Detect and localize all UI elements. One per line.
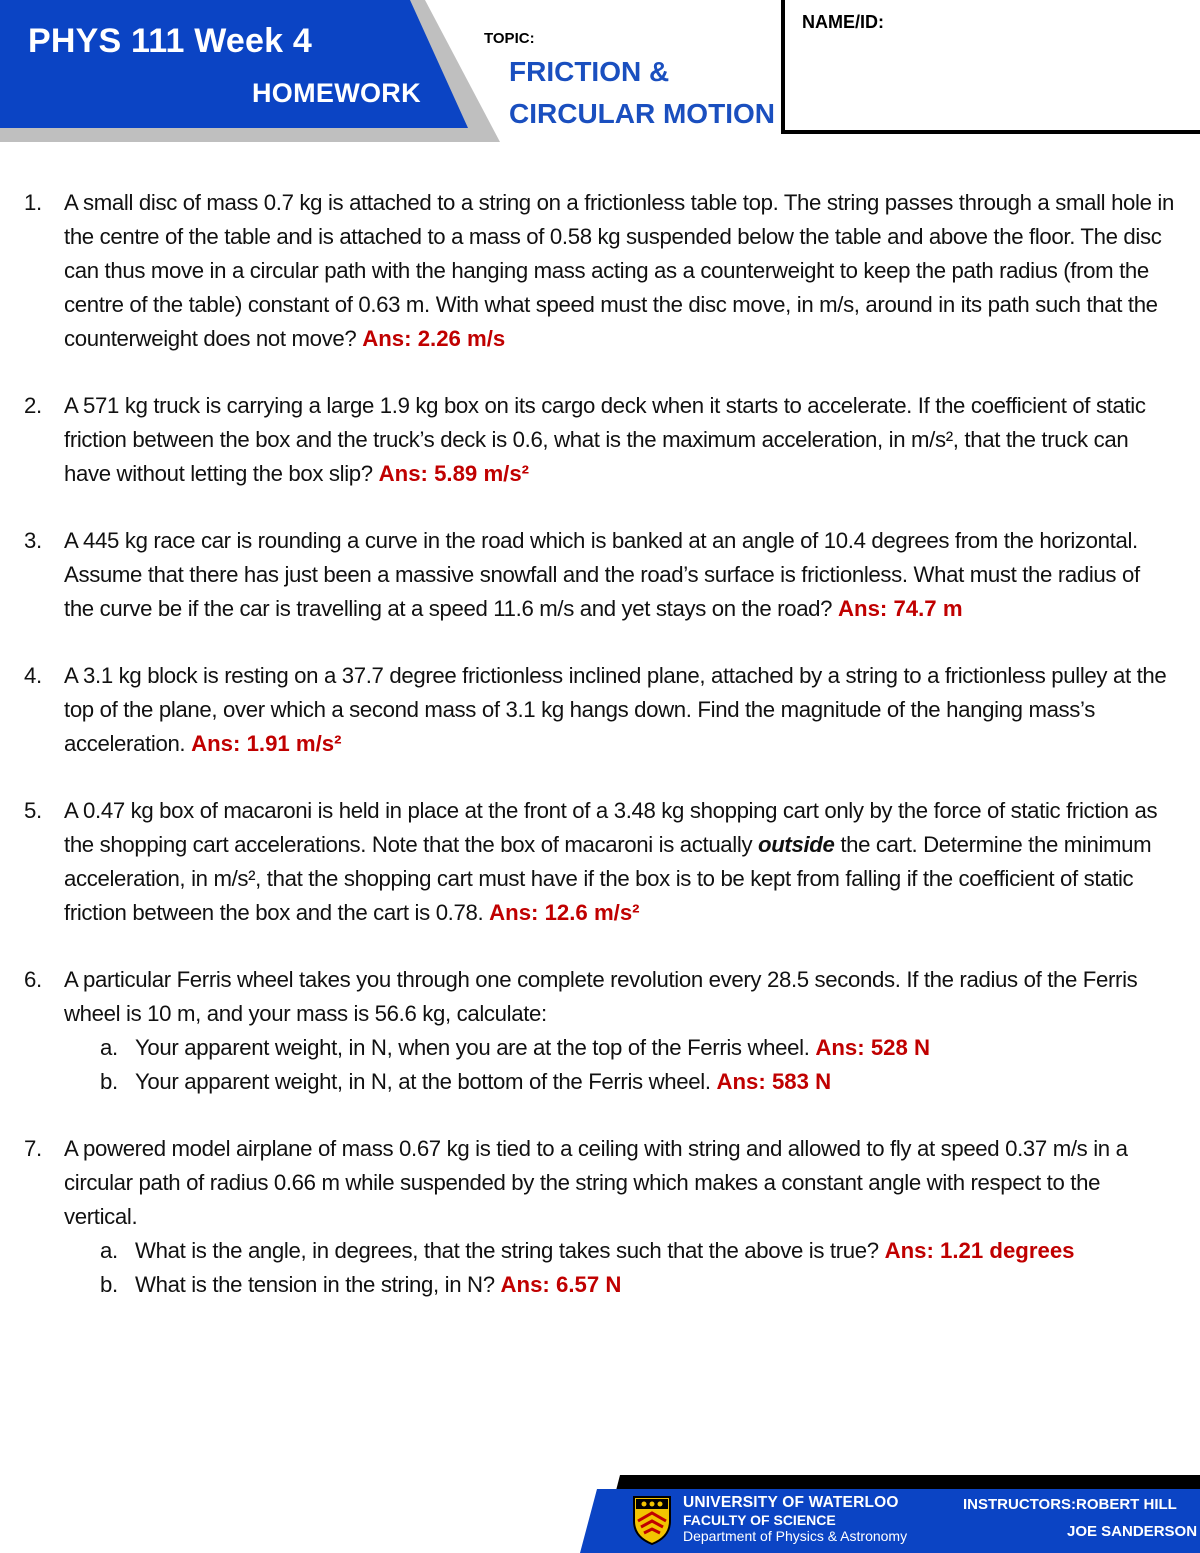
answer: Ans: 12.6 m/s² — [489, 900, 640, 925]
answer: Ans: 583 N — [716, 1069, 832, 1094]
faculty-name: FACULTY OF SCIENCE — [683, 1512, 836, 1528]
name-id-box[interactable] — [781, 0, 1200, 134]
problem-text: A 445 kg race car is rounding a curve in the road which is banked at an angle of 10.4 degrees from the horizontal. Assume that there has just been a massive snowfall and the road’s surface is frictionless. What must the radius of the curve be if the car is travelling at a speed 11.6 m/s and yet stays on the road? — [64, 528, 1140, 621]
university-name: UNIVERSITY OF WATERLOO — [683, 1494, 899, 1511]
problem-text: A powered model airplane of mass 0.67 kg is tied to a ceiling with string and allowed to fly at speed 0.37 m/s in a circular path of radius 0.66 m while suspended by the string which makes a constant angle with respect to the vertical. — [64, 1136, 1128, 1229]
problem-text: A small disc of mass 0.7 kg is attached to a string on a frictionless table top. The string passes through a small hole in the centre of the table and is attached to a mass of 0.58 kg suspended below the table and above the floor. The disc can thus move in a circular path with the hanging mass acting as a counterweight to keep the path radius (from the centre of the table) constant of 0.63 m. With what speed must the disc move, in m/s, around in its path such that the counterweight does not move? — [64, 190, 1174, 351]
university-crest-icon — [632, 1495, 672, 1545]
problem-6 — [24, 963, 1174, 1099]
problem-text-before: A 0.47 kg box of macaroni is held in place at the front of a 3.48 kg shopping cart only by the force of static friction as the shopping cart accelerations. Note that the box of macaroni is actually — [64, 798, 1158, 857]
sub-letter: a. — [100, 1035, 118, 1060]
problem-text: A particular Ferris wheel takes you through one complete revolution every 28.5 seconds. If the radius of the Ferris wheel is 10 m, and your mass is 56.6 kg, calculate: — [64, 967, 1138, 1026]
problem-number: 6. — [24, 967, 42, 992]
sub-question-b — [64, 1065, 1174, 1099]
answer: Ans: 1.21 degrees — [884, 1238, 1075, 1263]
problem-3 — [24, 524, 1174, 626]
sub-question-b — [64, 1268, 1174, 1302]
problem-5 — [24, 794, 1174, 930]
sub-text: What is the angle, in degrees, that the string takes such that the above is true? — [135, 1238, 879, 1263]
assignment-type: HOMEWORK — [252, 78, 421, 108]
sub-letter: b. — [100, 1069, 118, 1094]
name-id-label: NAME/ID: — [802, 12, 884, 32]
problem-text-after: the cart. Determine the minimum acceleration, in m/s², that the shopping cart must have if the box is to be kept from falling if the coefficient of static friction between the box and the cart is 0.78. — [64, 832, 1152, 925]
instructors-label: INSTRUCTORS: — [963, 1496, 1077, 1513]
answer: Ans: 5.89 m/s² — [378, 461, 530, 486]
problem-2 — [24, 389, 1174, 491]
answer: Ans: 74.7 m — [838, 596, 963, 621]
problem-number: 2. — [24, 393, 42, 418]
sub-text: Your apparent weight, in N, at the bottom of the Ferris wheel. — [135, 1069, 711, 1094]
problem-text: A 571 kg truck is carrying a large 1.9 kg box on its cargo deck when it starts to accelerate. If the coefficient of static friction between the box and the truck’s deck is 0.6, what is the maximum acceleration, in m/s², that the truck can have without letting the box slip? — [64, 393, 1146, 486]
sub-text: What is the tension in the string, in N? — [135, 1272, 495, 1297]
sub-question-a — [64, 1234, 1174, 1268]
problem-number: 5. — [24, 798, 42, 823]
instructor-name-2: JOE SANDERSON — [1067, 1523, 1198, 1540]
sub-letter: b. — [100, 1272, 118, 1297]
problem-number: 3. — [24, 528, 42, 553]
topic-label: TOPIC: — [484, 30, 535, 47]
instructor-name-1: ROBERT HILL — [1076, 1496, 1177, 1513]
answer: Ans: 6.57 N — [500, 1272, 622, 1297]
sub-text: Your apparent weight, in N, when you are at the top of the Ferris wheel. — [135, 1035, 810, 1060]
answer: Ans: 2.26 m/s — [362, 326, 506, 351]
problem-4 — [24, 659, 1174, 761]
problem-number: 1. — [24, 190, 42, 215]
problem-text: A 3.1 kg block is resting on a 37.7 degree frictionless inclined plane, attached by a string to a frictionless pulley at the top of the plane, over which a second mass of 3.1 kg hangs down. Find the magnitude of the hanging mass’s acceleration. — [64, 663, 1167, 756]
topic-title-line-1: FRICTION & — [509, 56, 670, 87]
sub-letter: a. — [100, 1238, 118, 1263]
problem-number: 7. — [24, 1136, 42, 1161]
topic-title-line-2: CIRCULAR MOTION — [509, 98, 775, 129]
problem-list — [24, 186, 1174, 1335]
answer: Ans: 1.91 m/s² — [191, 731, 342, 756]
problem-7 — [24, 1132, 1174, 1302]
sub-question-a — [64, 1031, 1174, 1065]
problem-1 — [24, 186, 1174, 356]
problem-number: 4. — [24, 663, 42, 688]
answer: Ans: 528 N — [815, 1035, 931, 1060]
course-title: PHYS 111 Week 4 — [28, 22, 313, 60]
problem-emphasis: outside — [758, 832, 835, 857]
department-name: Department of Physics & Astronomy — [683, 1528, 908, 1544]
